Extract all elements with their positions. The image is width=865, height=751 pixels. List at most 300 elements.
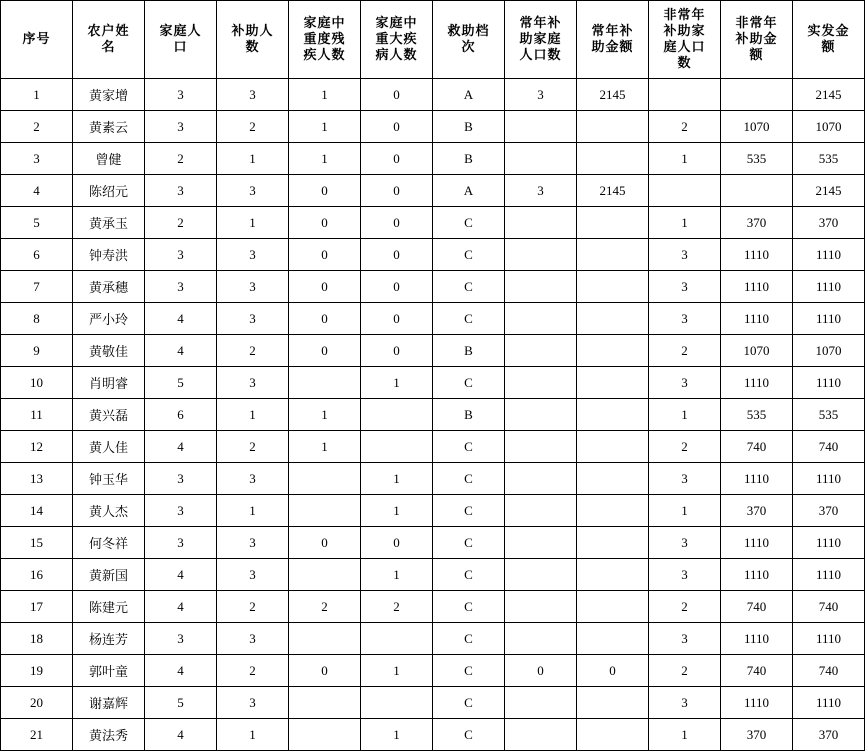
table-cell: 0 [289,207,361,239]
table-cell: 3 [145,111,217,143]
column-header [73,1,145,79]
table-cell: 1 [649,495,721,527]
table-cell: 4 [145,431,217,463]
table-cell: 3 [505,175,577,207]
column-header-line: 口 [173,39,188,55]
table-cell: 0 [361,527,433,559]
table-cell [289,559,361,591]
column-header-line: 常年补 [519,15,562,31]
table-cell: 6 [145,399,217,431]
table-cell: 1110 [721,239,793,271]
table-row [1,335,865,367]
table-cell: 1110 [793,367,865,399]
table-cell: 14 [1,495,73,527]
table-cell: 0 [361,175,433,207]
table-cell: 740 [793,591,865,623]
table-cell: C [433,271,505,303]
table-row [1,527,865,559]
table-cell: 肖明睿 [73,367,145,399]
column-header [577,1,649,79]
table-cell: 10 [1,367,73,399]
table-cell: C [433,687,505,719]
table-cell: 2 [289,591,361,623]
table-cell: 3 [505,79,577,111]
table-row [1,207,865,239]
table-cell: 1 [217,399,289,431]
table-cell: 1 [361,559,433,591]
table-cell: 曾健 [73,143,145,175]
table-cell [505,527,577,559]
table-cell: 0 [361,207,433,239]
table-cell: 1 [649,399,721,431]
table-cell [289,367,361,399]
table-cell: 1110 [721,623,793,655]
table-cell: 1 [289,399,361,431]
column-header-line: 家庭中 [303,15,346,31]
table-cell: 3 [649,463,721,495]
table-cell: 黄新国 [73,559,145,591]
table-cell [577,111,649,143]
table-cell: C [433,559,505,591]
table-cell: 2 [217,431,289,463]
table-cell: 3 [145,239,217,271]
table-cell: 4 [145,335,217,367]
table-cell: 0 [289,655,361,687]
table-cell [361,431,433,463]
table-cell: 3 [649,367,721,399]
table-cell: 2 [217,335,289,367]
table-row [1,367,865,399]
column-header-line: 数 [245,39,260,55]
column-header [361,1,433,79]
table-cell: 3 [217,463,289,495]
table-cell: 1070 [721,335,793,367]
table-cell: 1 [361,719,433,751]
table-cell: 1 [217,143,289,175]
table-cell: 2 [361,591,433,623]
column-header [217,1,289,79]
table-cell: 370 [721,495,793,527]
table-cell: B [433,335,505,367]
table-cell: 1110 [793,687,865,719]
table-cell: 3 [649,239,721,271]
table-cell: 8 [1,303,73,335]
table-cell [577,335,649,367]
table-cell [289,719,361,751]
table-cell: 郭叶童 [73,655,145,687]
table-cell: 1110 [793,271,865,303]
table-cell: 2 [649,655,721,687]
table-cell [505,623,577,655]
table-cell: 3 [217,271,289,303]
table-cell: 535 [793,399,865,431]
column-header [433,1,505,79]
table-row [1,687,865,719]
column-header-line: 农户姓 [87,23,130,39]
table-cell: 3 [217,687,289,719]
column-header-line: 重度残 [303,31,346,47]
table-cell: 3 [217,303,289,335]
table-cell: 2145 [577,79,649,111]
table-cell: 7 [1,271,73,303]
table-cell: 0 [361,239,433,271]
table-cell [577,623,649,655]
table-cell [577,239,649,271]
table-cell: 2 [1,111,73,143]
table-cell: 535 [721,399,793,431]
column-header [289,1,361,79]
table-cell: 0 [361,143,433,175]
column-header-line: 补助金 [735,31,778,47]
table-cell: 0 [289,175,361,207]
table-cell: 1110 [793,527,865,559]
table-cell: 3 [217,559,289,591]
table-cell: 0 [577,655,649,687]
table-row [1,431,865,463]
table-row [1,271,865,303]
table-cell [361,623,433,655]
column-header-line: 次 [461,39,476,55]
column-header-line: 额 [749,47,764,63]
table-row [1,399,865,431]
table-cell: 3 [649,623,721,655]
table-cell: 1110 [721,271,793,303]
table-cell: 1 [361,367,433,399]
table-cell: 1110 [793,559,865,591]
table-cell: 4 [145,719,217,751]
table-cell: C [433,495,505,527]
table-cell: 5 [145,687,217,719]
table-cell [577,303,649,335]
table-cell [577,495,649,527]
table-cell: C [433,431,505,463]
table-cell: 黄承穗 [73,271,145,303]
table-cell [577,143,649,175]
table-cell [577,431,649,463]
table-cell [505,719,577,751]
table-cell: 0 [289,239,361,271]
table-cell: 740 [793,655,865,687]
table-cell: 0 [361,79,433,111]
table-cell: 1110 [721,527,793,559]
column-header [505,1,577,79]
column-header-line: 救助档 [447,23,490,39]
table-cell [505,303,577,335]
table-cell: 9 [1,335,73,367]
table-cell: 黄人佳 [73,431,145,463]
column-header-line: 常年补 [591,23,634,39]
table-cell [289,495,361,527]
table-cell: 20 [1,687,73,719]
table-cell [505,367,577,399]
table-cell: 370 [721,719,793,751]
table-cell: B [433,111,505,143]
table-cell: 11 [1,399,73,431]
table-cell [505,431,577,463]
table-cell: 陈建元 [73,591,145,623]
table-cell: C [433,239,505,271]
table-cell: 0 [289,335,361,367]
table-cell: 1 [289,143,361,175]
table-body [1,79,865,751]
table-cell: 0 [361,335,433,367]
table-cell: 3 [1,143,73,175]
table-cell [577,399,649,431]
table-cell: C [433,719,505,751]
column-header-line: 非常年 [663,7,706,23]
table-cell: 1 [361,463,433,495]
table-cell: 6 [1,239,73,271]
column-header-line: 补助人 [231,23,274,39]
table-cell [505,495,577,527]
table-cell: 4 [145,591,217,623]
table-cell: 3 [145,79,217,111]
table-cell: 370 [793,207,865,239]
table-cell [649,79,721,111]
table-cell: C [433,527,505,559]
table-cell: 0 [289,271,361,303]
table-cell: C [433,591,505,623]
table-cell: 2 [649,591,721,623]
table-cell: 2 [649,431,721,463]
table-cell [577,559,649,591]
table-cell [649,175,721,207]
table-row [1,175,865,207]
table-cell: 1 [361,655,433,687]
table-cell: 1110 [721,687,793,719]
table-cell: 5 [1,207,73,239]
table-cell: C [433,207,505,239]
table-cell [577,367,649,399]
table-cell: 1 [217,207,289,239]
table-cell: 1 [289,431,361,463]
table-cell: 黄法秀 [73,719,145,751]
table-row [1,79,865,111]
table-cell [289,687,361,719]
column-header-line: 名 [101,39,116,55]
table-cell: 0 [505,655,577,687]
table-cell: 3 [217,527,289,559]
column-header [649,1,721,79]
table-cell: 3 [145,175,217,207]
column-header [145,1,217,79]
column-header-line: 额 [821,39,836,55]
table-cell: 0 [361,271,433,303]
table-cell: 21 [1,719,73,751]
table-cell [721,79,793,111]
table-cell: 17 [1,591,73,623]
table-cell [577,687,649,719]
table-cell: B [433,399,505,431]
table-cell [577,463,649,495]
table-cell: 1110 [793,239,865,271]
column-header-line: 补助家 [663,23,706,39]
table-cell [577,207,649,239]
table-cell: 2 [649,335,721,367]
column-header-line: 庭人口 [663,39,706,55]
table-cell: 2 [217,111,289,143]
table-cell: 1 [361,495,433,527]
table-cell: 杨连芳 [73,623,145,655]
table-cell: 4 [1,175,73,207]
table-cell: 钟寿洪 [73,239,145,271]
table-cell: 1070 [793,111,865,143]
table-cell: 黄人杰 [73,495,145,527]
table-cell: C [433,655,505,687]
column-header-line: 序号 [22,31,51,47]
table-row [1,303,865,335]
column-header-line: 家庭人 [159,23,202,39]
table-cell: 740 [793,431,865,463]
column-header-line: 数 [677,55,692,71]
table-row [1,719,865,751]
column-header-line: 助金额 [591,39,634,55]
table-cell: 1070 [721,111,793,143]
table-cell: 1 [649,143,721,175]
table-cell: 2145 [577,175,649,207]
table-cell: 1 [217,719,289,751]
table-cell: 何冬祥 [73,527,145,559]
table-cell [505,143,577,175]
table-cell: 535 [793,143,865,175]
table-cell: B [433,143,505,175]
table-cell: 3 [217,367,289,399]
table-cell [721,175,793,207]
table-cell: 3 [217,239,289,271]
table-row [1,239,865,271]
column-header-line: 助家庭 [519,31,562,47]
table-cell [505,559,577,591]
column-header-line: 人口数 [519,47,562,63]
table-cell: 3 [649,303,721,335]
table-cell: 1 [1,79,73,111]
table-cell [577,271,649,303]
table-cell: 黄家增 [73,79,145,111]
table-cell: A [433,175,505,207]
table-cell [361,687,433,719]
table-cell: C [433,623,505,655]
table-cell: 黄素云 [73,111,145,143]
table-cell [505,687,577,719]
table-cell: 谢嘉辉 [73,687,145,719]
table-cell: 1110 [721,559,793,591]
table-cell: 13 [1,463,73,495]
table-cell: 2145 [793,175,865,207]
table-cell [361,399,433,431]
table-cell: 3 [649,687,721,719]
table-cell: 1110 [721,367,793,399]
table-cell: 1070 [793,335,865,367]
table-cell [289,463,361,495]
table-cell: 3 [649,527,721,559]
table-cell [505,111,577,143]
table-row [1,591,865,623]
table-cell: 0 [289,527,361,559]
table-cell: C [433,367,505,399]
table-cell: 3 [649,271,721,303]
table-cell: A [433,79,505,111]
table-cell: 3 [145,623,217,655]
table-cell: 3 [145,527,217,559]
table-cell: 1110 [721,463,793,495]
table-cell: 3 [217,79,289,111]
table-cell: 1 [217,495,289,527]
table-cell: 740 [721,591,793,623]
table-cell: 严小玲 [73,303,145,335]
column-header-line: 病人数 [375,47,418,63]
table-row [1,495,865,527]
table-cell: 3 [649,559,721,591]
table-cell: 3 [217,175,289,207]
column-header [721,1,793,79]
table-cell: 3 [145,271,217,303]
table-cell: 370 [721,207,793,239]
table-cell: 1 [649,719,721,751]
table-cell: 370 [793,495,865,527]
column-header-line: 重大疾 [375,31,418,47]
table-row [1,623,865,655]
column-header-line: 非常年 [735,15,778,31]
table-cell [505,463,577,495]
table-cell: 535 [721,143,793,175]
table-cell [505,591,577,623]
table-cell: 4 [145,655,217,687]
table-cell: 黄兴磊 [73,399,145,431]
table-cell: 2 [649,111,721,143]
table-cell [505,271,577,303]
table-cell: 740 [721,655,793,687]
table-cell: 5 [145,367,217,399]
table-cell: 陈绍元 [73,175,145,207]
table-cell: 黄敬佳 [73,335,145,367]
table-cell [577,719,649,751]
table-cell: 0 [361,111,433,143]
column-header-line: 家庭中 [375,15,418,31]
table-cell: 黄承玉 [73,207,145,239]
table-cell: 1110 [793,463,865,495]
table-row [1,655,865,687]
table-cell [505,239,577,271]
table-cell: 钟玉华 [73,463,145,495]
table-cell: 1110 [793,623,865,655]
table-cell: 4 [145,303,217,335]
table-cell: 2 [217,591,289,623]
table-cell: 1110 [793,303,865,335]
table-cell: 1 [649,207,721,239]
table-cell: 3 [145,463,217,495]
table-cell: 370 [793,719,865,751]
table-cell: 2 [145,207,217,239]
column-header [793,1,865,79]
table-cell: 4 [145,559,217,591]
table-cell: 18 [1,623,73,655]
table-row [1,111,865,143]
table-cell: C [433,463,505,495]
table-row [1,143,865,175]
table-cell: 2145 [793,79,865,111]
header-row [1,1,865,79]
table-cell: 12 [1,431,73,463]
table-cell: 1 [289,111,361,143]
table-cell: 16 [1,559,73,591]
column-header-line: 疾人数 [303,47,346,63]
table-cell: 2 [145,143,217,175]
table-cell: 1110 [721,303,793,335]
table-cell [289,623,361,655]
table-cell: 19 [1,655,73,687]
table-cell: 15 [1,527,73,559]
table-cell: 2 [217,655,289,687]
